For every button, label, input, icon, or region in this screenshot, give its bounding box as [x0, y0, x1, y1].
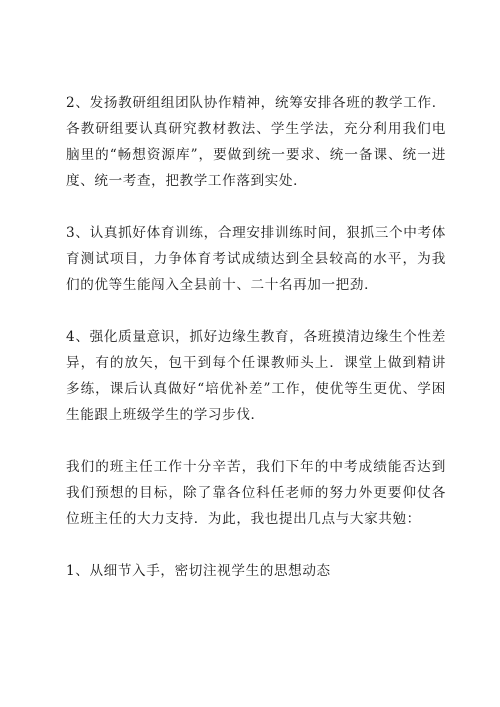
paragraph-item-4: 4、强化质量意识，抓好边缘生教育，各班摸清边缘生个性差异，有的放矢，包干到每个任课教师头上．课堂上做到精讲多练，课后认真做好“培优补差”工作，使优等生更优、学困生能跟上班级学生的学习步伐． — [66, 329, 446, 423]
paragraph-spacer — [66, 194, 446, 220]
paragraph-spacer — [66, 428, 446, 454]
paragraph-item-2: 2、发扬教研组组团队协作精神，统筹安排各班的教学工作．各教研组要认真研究教材教法、学生学法，充分利用我们电脑里的“畅想资源库”，要做到统一要求、统一备课、统一进度、统一考查，把教学工作落到实处． — [66, 95, 446, 189]
paragraph-spacer — [66, 532, 446, 558]
paragraph-item-3: 3、认真抓好体育训练，合理安排训练时间，狠抓三个中考体育测试项目，力争体育考试成绩达到全县较高的水平，为我们的优等生能闯入全县前十、二十名再加一把劲． — [66, 225, 446, 293]
document-body — [66, 90, 446, 584]
paragraph-point-1: 1、从细节入手，密切注视学生的思想动态 — [66, 563, 331, 579]
paragraph-spacer — [66, 298, 446, 324]
paragraph-head-teacher: 我们的班主任工作十分辛苦，我们下年的中考成绩能否达到我们预想的目标，除了靠各位科任老师的努力外更要仰仗各位班主任的大力支持．为此，我也提出几点与大家共勉： — [66, 459, 446, 527]
